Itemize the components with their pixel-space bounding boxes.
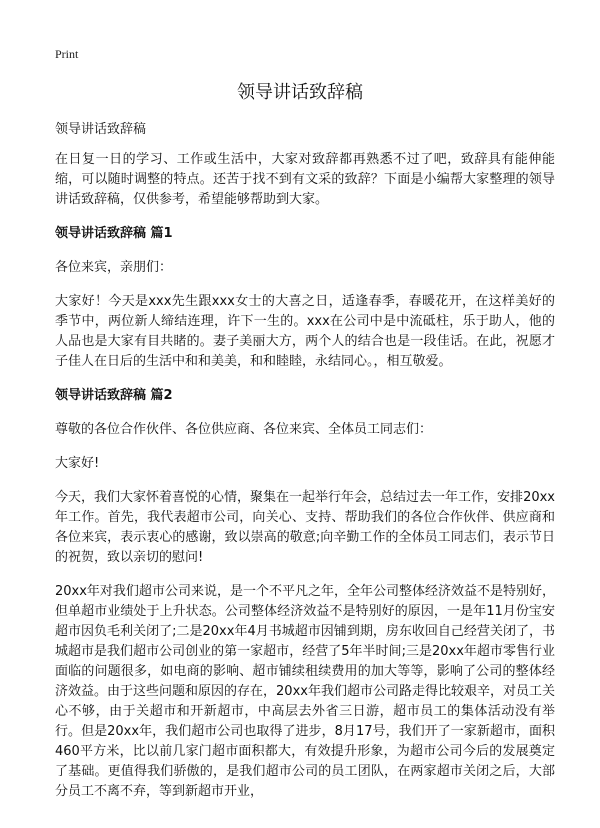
article-subtitle: 领导讲话致辞稿 [55,122,147,137]
section-1-heading: 领导讲话致辞稿 篇1 [55,226,173,241]
section-2-paragraph-1: 今天，我们大家怀着喜悦的心情，聚集在一起举行年会，总结过去一年工作，安排20xx年工作。首先，我代表超市公司，向关心、支持、帮助我们的各位合作伙伴、供应商和各位来宾，表示衷心的感谢，致以崇高的敬意;向辛勤工作的全体员工同志们，表示节日的祝贺，致以亲切的慰问! [55,490,555,565]
section-2-paragraph-2: 20xx年对我们超市公司来说，是一个不平凡之年，全年公司整体经济效益不是特别好，但单超市业绩处于上升状态。公司整体经济效益不是特别好的原因，一是年11月份宝安超市因负毛利关闭了;二是20xx年4月书城超市因铺到期，房东收回自己经营关闭了，书城超市是我们超市公司创业的第一家超市，经营了5年半时间;三是20xx年超市零售行业面临的问题很多，如电商的影响、超市铺续租续费用的加大等等，影响了公司的整体经济效益。由于这些问题和原因的存在，20xx年我们超市公司路走得比较艰辛，对员工关心不够，由于关超市和开新超市，中高层去外省三日游，超市员工的集体活动没有举行。但是20xx年，我们超市公司也取得了进步，8月17号，我们开了一家新超市，面积460平方米，比以前几家门超市面积都大，有效提升形象，为超市公司今后的发展奠定了基础。更值得我们骄傲的，是我们超市公司的员工团队，在两家超市关闭之后，大部分员工不离不弃，等到新超市开业， [55,584,555,799]
section-2-greeting: 尊敬的各位合作伙伴、各位供应商、各位来宾、全体员工同志们： [55,422,433,437]
section-2-heading: 领导讲话致辞稿 篇2 [55,388,173,403]
print-link[interactable]: Print [55,47,79,61]
article-body [55,120,555,802]
section-2-hello: 大家好! [55,456,100,471]
intro-paragraph: 在日复一日的学习、工作或生活中，大家对致辞都再熟悉不过了吧，致辞具有能伸能缩，可以随时调整的特点。还苦于找不到有文采的致辞？下面是小编帮大家整理的领导讲话致辞稿，仅供参考，希望能够帮助到大家。 [55,152,555,207]
section-1-greeting: 各位来宾，亲朋们： [55,260,173,275]
page-title: 领导讲话致辞稿 [237,82,363,103]
section-1-body: 大家好！今天是xxx先生跟xxx女士的大喜之日，适逢春季，春暖花开，在这样美好的季节中，两位新人缔结连理，许下一生的。xxx在公司中是中流砥柱，乐于助人，他的人品也是大家有目共睹的。妻子美丽大方，两个人的结合也是一段佳话。在此，祝愿才子佳人在日后的生活中和和美美，和和睦睦，永结同心。，相互敬爱。 [55,294,555,369]
